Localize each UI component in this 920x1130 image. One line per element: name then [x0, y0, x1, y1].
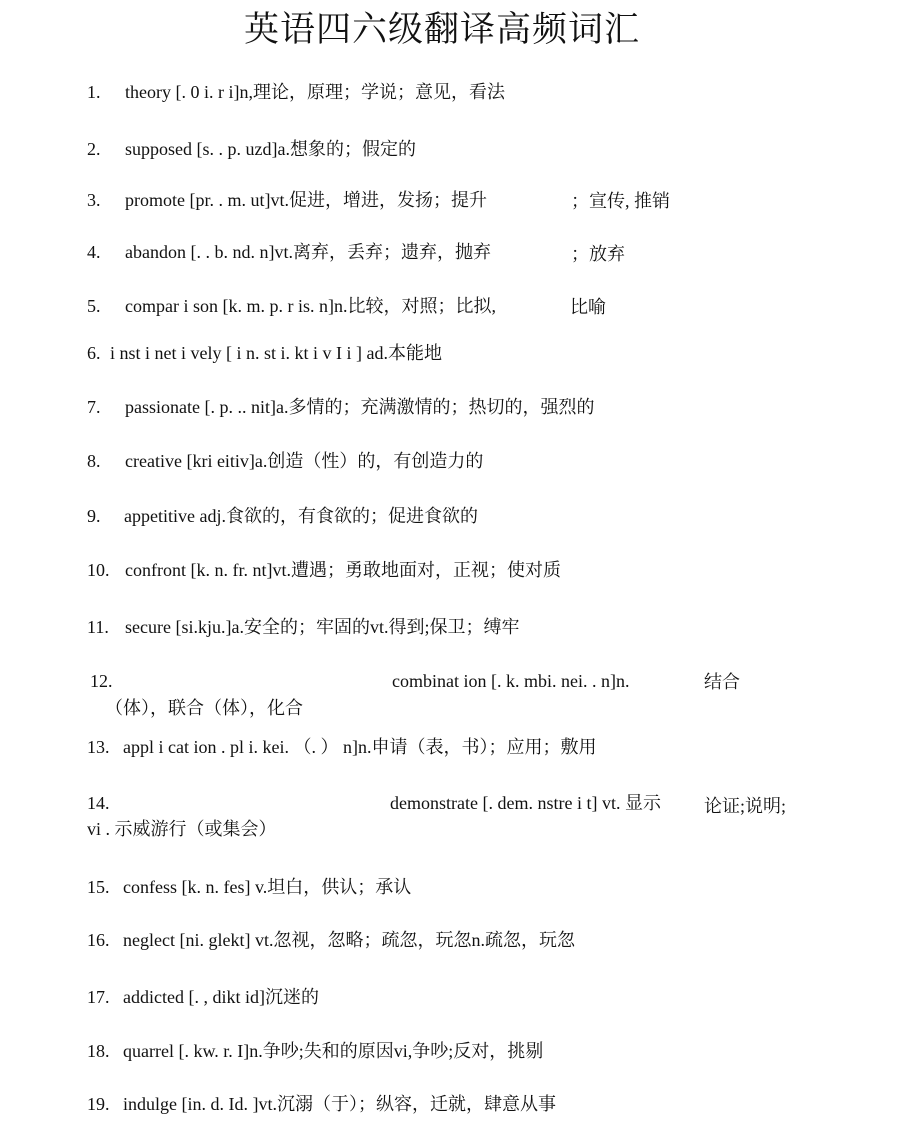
- entry-text-tail: ；宣传, 推销: [571, 191, 670, 211]
- entry-text: creative [kri eitiv]a.创造（性）的，有创造力的: [125, 451, 484, 471]
- entry-text-tail: ；放弃: [571, 244, 625, 264]
- entry-text: promote [pr. . m. ut]vt.促进，增进，发扬；提升: [125, 190, 487, 210]
- entry-number: 8.: [87, 451, 101, 471]
- entry-number: 16.: [87, 930, 110, 950]
- entry-continuation: vi . 示威游行（或集会）: [87, 819, 277, 839]
- entry-text: combinat ion [. k. mbi. nei. . n]n.: [392, 671, 630, 691]
- entry-text: abandon [. . b. nd. n]vt.离弃，丢弃；遗弃，抛弃: [125, 242, 491, 262]
- entry-continuation: （体），联合（体），化合: [105, 698, 303, 718]
- entry-number: 17.: [87, 987, 110, 1007]
- entry-text: neglect [ni. glekt] vt.忽视，忽略；疏忽，玩忽n.疏忽，玩忽: [123, 930, 575, 950]
- entry-number: 10.: [87, 560, 110, 580]
- entry-number: 1.: [87, 82, 101, 102]
- entry-text: confess [k. n. fes] v.坦白，供认；承认: [123, 877, 412, 897]
- entry-text: compar i son [k. m. p. r is. n]n.比较，对照；比拟,: [125, 296, 496, 316]
- entry-number: 6.: [87, 343, 101, 363]
- entry-number: 7.: [87, 397, 101, 417]
- entry-number: 12.: [90, 671, 113, 691]
- entry-text: supposed [s. . p. uzd]a.想象的；假定的: [125, 139, 416, 159]
- entry-text-tail: 结合: [704, 672, 740, 692]
- entry-text-tail: 论证;说明;: [704, 796, 787, 816]
- entry-text: addicted [. , dikt id]沉迷的: [123, 987, 319, 1007]
- entry-text: i nst i net i vely [ i n. st i. kt i v I i ] ad.本能地: [110, 343, 442, 363]
- entry-text: appl i cat ion . pl i. kei. （. ） n]n.申请（表，书）；应用；敷用: [123, 737, 597, 757]
- entry-text: passionate [. p. .. nit]a.多情的；充满激情的；热切的，强烈的: [125, 397, 595, 417]
- entry-number: 4.: [87, 242, 101, 262]
- entry-number: 11.: [87, 617, 109, 637]
- entry-number: 5.: [87, 296, 101, 316]
- entry-text: confront [k. n. fr. nt]vt.遭遇；勇敢地面对，正视；使对质: [125, 560, 561, 580]
- entry-number: 2.: [87, 139, 101, 159]
- entry-text-tail: 比喻: [570, 297, 606, 317]
- entry-number: 14.: [87, 793, 110, 813]
- entry-number: 9.: [87, 506, 101, 526]
- entry-text: theory [. 0 i. r i]n,理论，原理；学说；意见，看法: [125, 82, 505, 102]
- entry-text: demonstrate [. dem. nstre i t] vt. 显示: [390, 793, 661, 813]
- entry-text: appetitive adj.食欲的，有食欲的；促进食欲的: [124, 506, 478, 526]
- entry-text: quarrel [. kw. r. I]n.争吵;失和的原因vi,争吵;反对，挑剔: [123, 1041, 544, 1061]
- entry-number: 3.: [87, 190, 101, 210]
- entry-number: 13.: [87, 737, 110, 757]
- entry-number: 19.: [87, 1094, 110, 1114]
- entry-text: indulge [in. d. Id. ]vt.沉溺（于）；纵容，迁就，肆意从事: [123, 1094, 556, 1114]
- entry-number: 18.: [87, 1041, 110, 1061]
- entry-number: 15.: [87, 877, 110, 897]
- entry-text: secure [si.kju.]a.安全的；牢固的vt.得到;保卫；缚牢: [125, 617, 520, 637]
- page-title: 英语四六级翻译高频词汇: [243, 10, 640, 50]
